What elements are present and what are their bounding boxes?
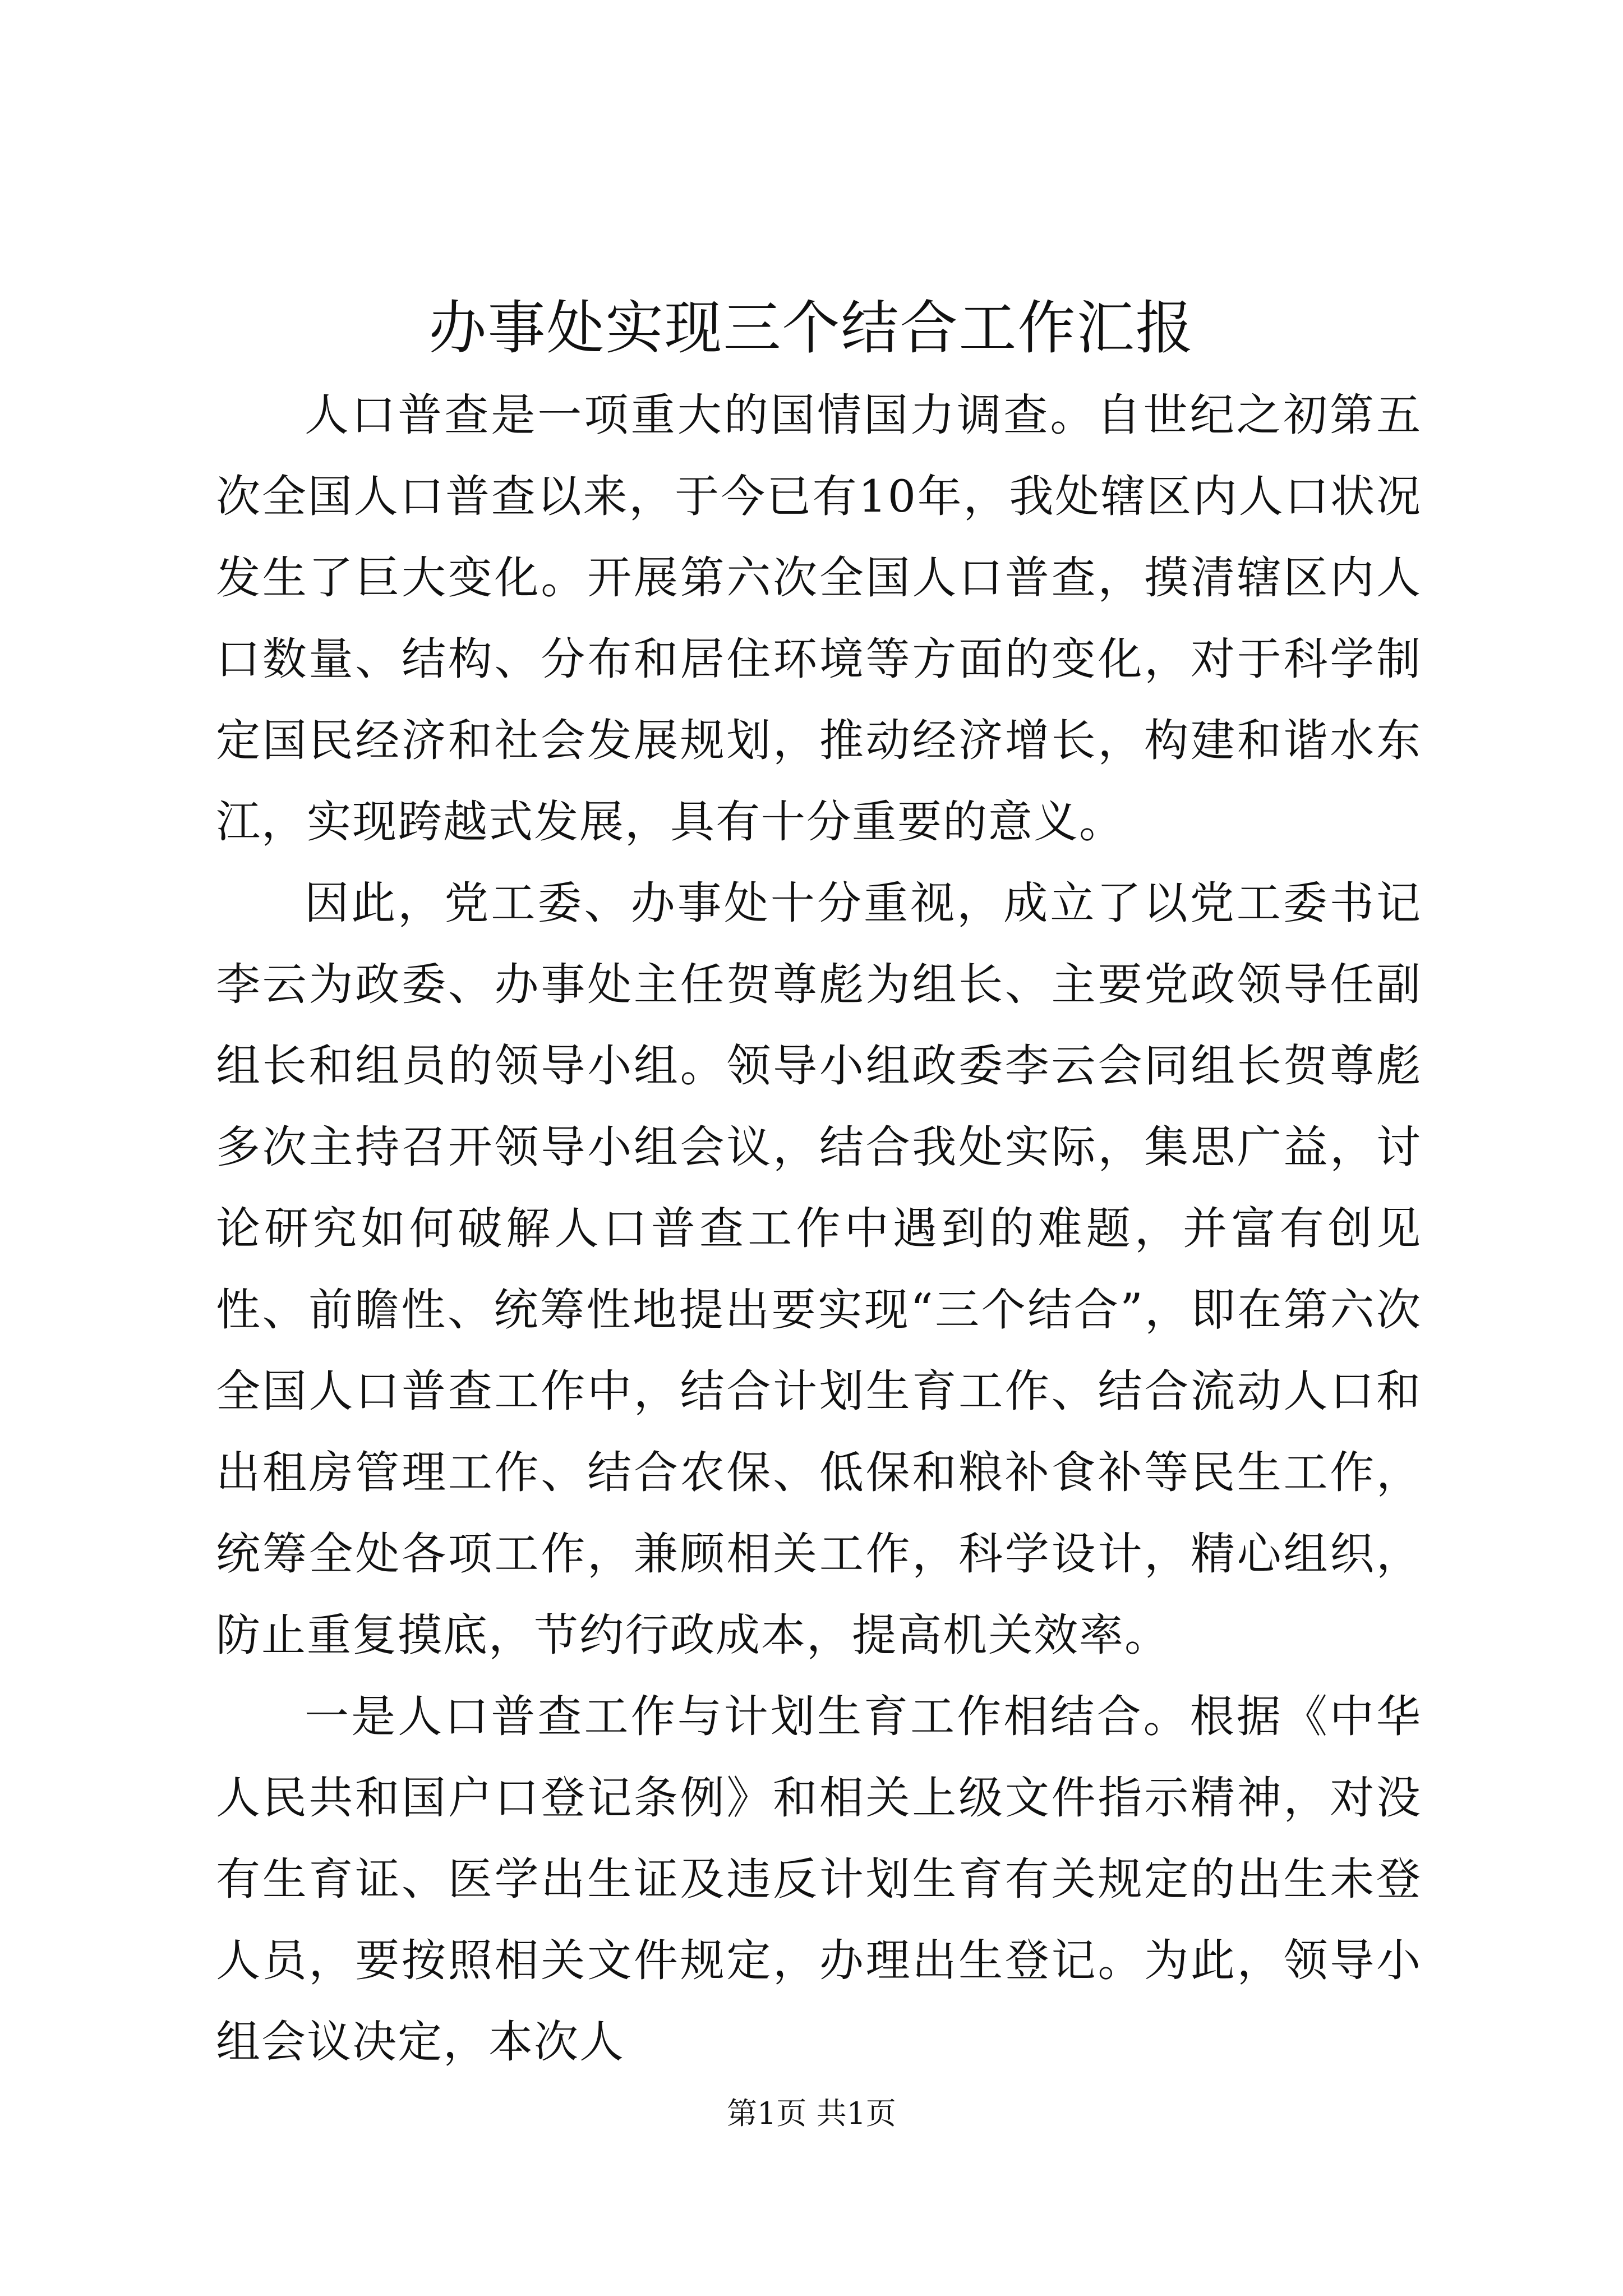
paragraph-1: 人口普查是一项重大的国情国力调查。自世纪之初第五次全国人口普查以来，于今已有10年，我处辖区内人口状况发生了巨大变化。开展第六次全国人口普查，摸清辖区内人口数量、结构、分布和居住环境等方面的变化，对于科学制定国民经济和社会发展规划，推动经济增长，构建和谐水东江，实现跨越式发展，具有十分重要的意义。 xyxy=(216,389,1422,848)
paragraph-2: 因此，党工委、办事处十分重视，成立了以党工委书记李云为政委、办事处主任贺尊彪为组长、主要党政领导任副组长和组员的领导小组。领导小组政委李云会同组长贺尊彪多次主持召开领导小组会议，结合我处实际，集思广益，讨论研究如何破解人口普查工作中遇到的难题，并富有创见性、前瞻性、统筹性地提出要实现“三个结合”，即在第六次全国人口普查工作中，结合计划生育工作、结合流动人口和出租房管理工作、结合农保、低保和粮补食补等民生工作，统筹全处各项工作，兼顾相关工作，科学设计，精心组织，防止重复摸底，节约行政成本，提高机关效率。 xyxy=(216,877,1422,1661)
document-body xyxy=(216,375,1422,2083)
paragraph-3: 一是人口普查工作与计划生育工作相结合。根据《中华人民共和国户口登记条例》和相关上级文件指示精神，对没有生育证、医学出生证及违反计划生育有关规定的出生未登人员，要按照相关文件规定，办理出生登记。为此，领导小组会议决定，本次人 xyxy=(216,1691,1422,2068)
document-title: 办事处实现三个结合工作汇报 xyxy=(428,295,1195,362)
page-footer: 第1页 共1页 xyxy=(727,2096,896,2131)
